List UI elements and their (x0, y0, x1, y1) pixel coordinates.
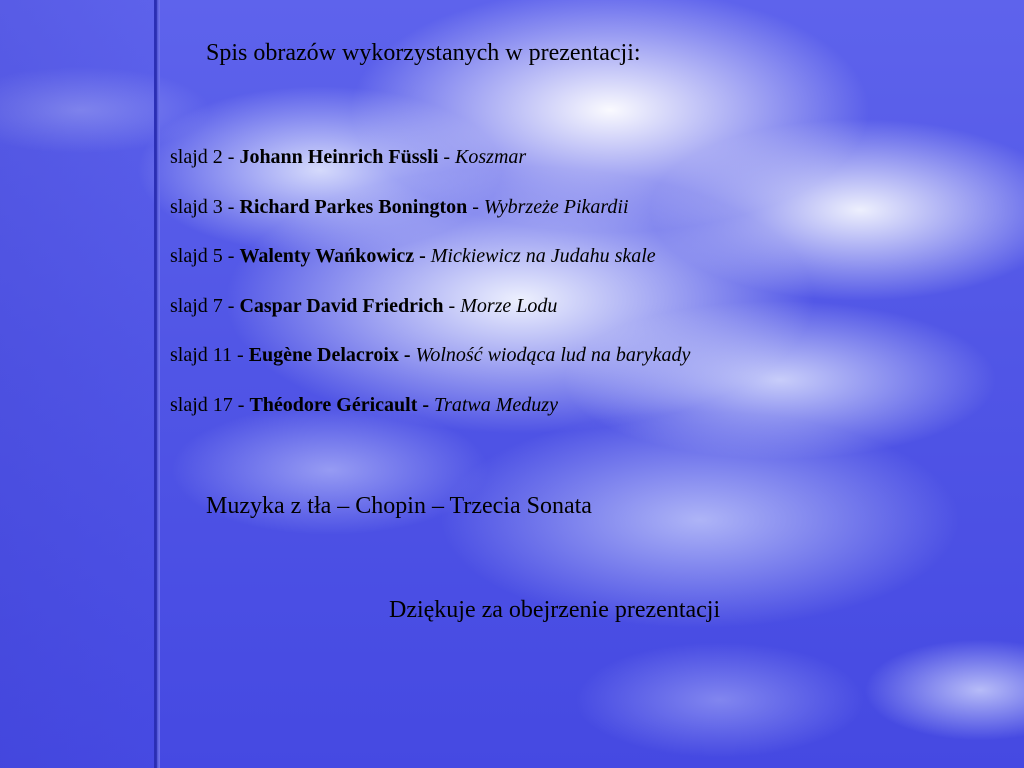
list-item (170, 293, 690, 343)
artist-name: Théodore Géricault - (249, 393, 430, 416)
artwork-title: Wybrzeże Pikardii (483, 195, 629, 218)
artwork-list (170, 144, 690, 441)
separator: - (443, 146, 451, 168)
left-band (0, 0, 158, 768)
slide-number: slajd 2 - (170, 146, 235, 168)
artist-name: Walenty Wańkowicz - (239, 245, 426, 267)
separator: - (472, 195, 479, 218)
list-item (170, 144, 690, 194)
slide-number: slajd 17 - (170, 393, 245, 416)
thanks-message: Dziękuje za obejrzenie prezentacji (389, 597, 721, 623)
artwork-title: Tratwa Meduzy (434, 393, 558, 416)
artist-name: Richard Parkes Bonington (239, 195, 468, 218)
list-item (170, 392, 690, 442)
vertical-divider (154, 0, 160, 768)
artist-name: Johann Heinrich Füssli (239, 146, 439, 168)
artist-name: Eugène Delacroix - (248, 344, 411, 366)
slide-number: slajd 3 - (170, 195, 235, 218)
slide-number: slajd 11 - (170, 344, 244, 366)
list-item (170, 194, 690, 244)
list-item (170, 342, 690, 392)
artwork-title: Wolność wiodąca lud na barykady (415, 344, 691, 366)
slide-number: slajd 7 - (170, 294, 235, 317)
artwork-title: Koszmar (455, 146, 527, 168)
music-credit: Muzyka z tła – Chopin – Trzecia Sonata (206, 493, 592, 519)
list-item (170, 243, 690, 293)
artist-name: Caspar David Friedrich (239, 294, 444, 317)
slide-number: slajd 5 - (170, 245, 235, 267)
slide-heading: Spis obrazów wykorzystanych w prezentacji: (206, 40, 641, 66)
artwork-title: Morze Lodu (460, 294, 558, 317)
separator: - (448, 294, 456, 317)
artwork-title: Mickiewicz na Judahu skale (430, 245, 656, 267)
